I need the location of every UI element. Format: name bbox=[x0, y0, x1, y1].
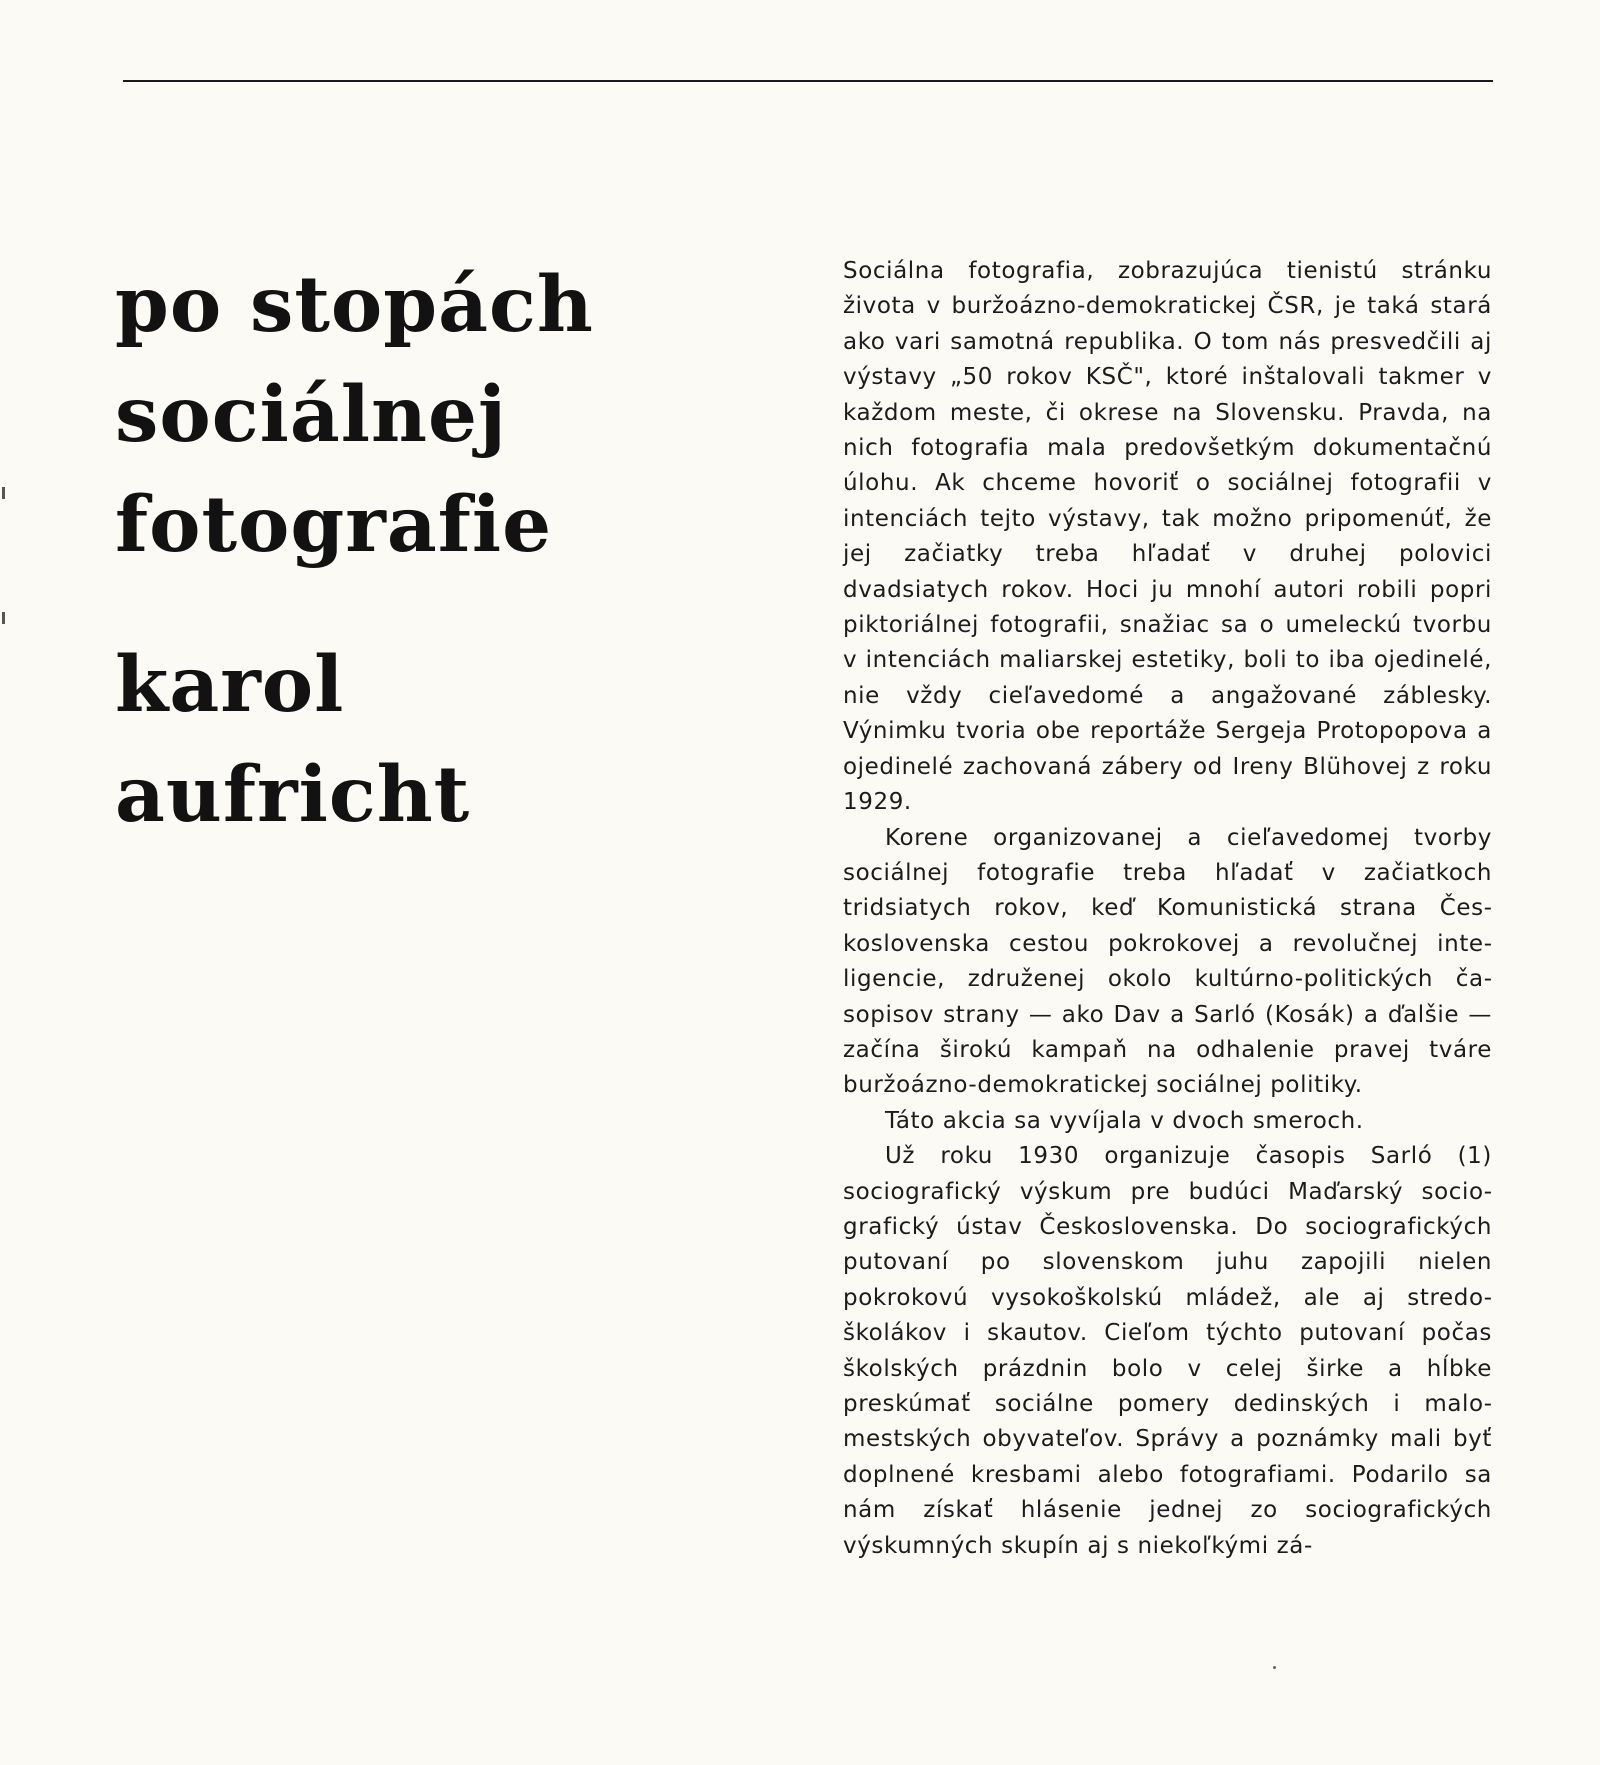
article-paragraph-2: Korene organizovanej a cieľavedomej tvorby sociálnej fotografie treba hľadať v začiatkoch tridsiatych rokov, keď Komunistická strana Československa cestou pokrokovej a revolučnej inteligencie, združenej okolo kultúrno-politických časopisov strany — ako Dav a Sarló (Kosák) a ďalšie — začína širokú kampaň na odhalenie pravej tváre buržoázno-demokratickej sociálnej politiky. bbox=[843, 824, 1492, 1099]
title-line-3: fotografie bbox=[115, 480, 553, 570]
article-body bbox=[843, 254, 1492, 1564]
title-line-1: po stopách bbox=[115, 260, 594, 350]
article-paragraph-4: Už roku 1930 organizuje časopis Sarló (1) sociografický výskum pre budúci Maďarský sociografický ústav Československa. Do sociografických putovaní po slovenskom juhu zapojili nielen pokrokovú vysokoškolskú mládež, ale aj stredoškolákov i skautov. Cieľom týchto putovaní počas školských prázdnin bolo v celej širke a hĺbke preskúmať sociálne pomery dedinských i malomestských obyvateľov. Správy a poznámky mali byť doplnené kresbami alebo fotografiami. Podarilo sa nám získať hlásenie jednej zo sociografických výskumných skupín aj s niekoľkými zá- bbox=[843, 1143, 1492, 1559]
scan-dust-mark bbox=[1273, 1666, 1276, 1669]
author-first-name: karol bbox=[115, 640, 345, 730]
article-paragraph-3: Táto akcia sa vyvíjala v dvoch smeroch. bbox=[885, 1107, 1364, 1134]
author-last-name: aufricht bbox=[115, 750, 471, 840]
scan-edge-mark bbox=[2, 612, 5, 624]
article-paragraph-1: Sociálna fotografia, zobrazujúca tienistú stránku života v buržoázno-demokratickej ČSR, je taká stará ako vari samotná republika. O tom nás presvedčili aj výstavy „50 rokov KSČ", ktoré inštalovali takmer v každom meste, či okrese na Slovensku. Pravda, na nich fotografia mala predovšetkým dokumentačnú úlohu. Ak chceme hovoriť o sociálnej fotografii v intenciách tejto výstavy, tak možno pripomenúť, že jej začiatky treba hľadať v druhej polovici dvadsiatych rokov. Hoci ju mnohí autori robili popri piktoriálnej fotografii, snažiac sa o umeleckú tvorbu v intenciách maliarskej estetiky, boli to iba ojedinelé, nie vždy cieľavedomé a angažované záblesky. Výnimku tvoria obe reportáže Sergeja Protopopova a ojedinelé zachovaná zábery od Ireny Blühovej z roku 1929. bbox=[843, 258, 1492, 816]
top-horizontal-rule bbox=[123, 80, 1493, 82]
scan-edge-mark bbox=[2, 487, 5, 499]
author-name bbox=[115, 630, 735, 850]
article-title bbox=[115, 250, 735, 580]
title-line-2: sociálnej bbox=[115, 370, 507, 460]
